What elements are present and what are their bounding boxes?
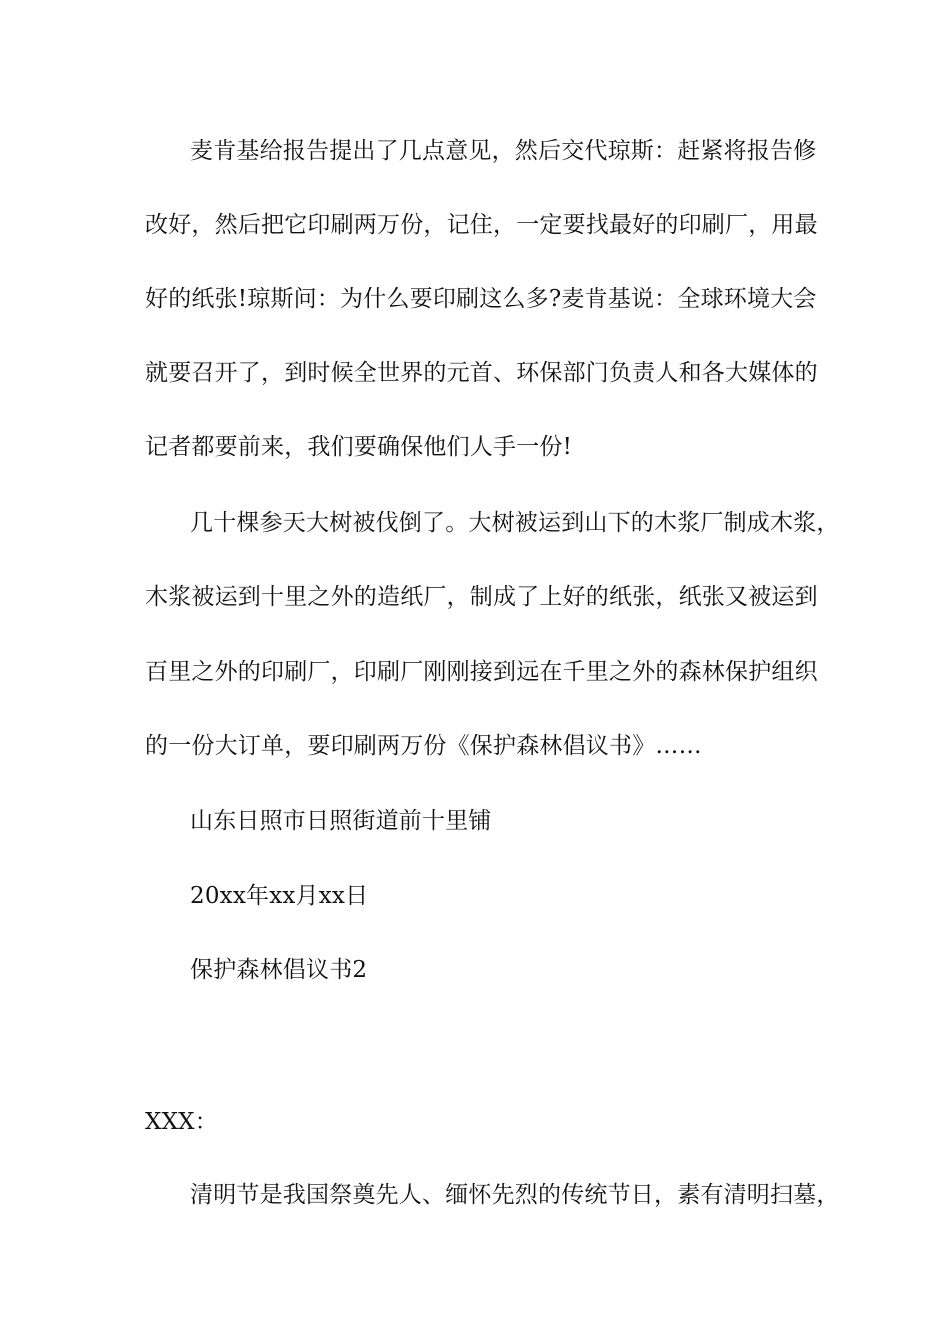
salutation: XXX：	[145, 1109, 218, 1135]
paragraph-3-line-1: 清明节是我国祭奠先人、缅怀先烈的传统节日，素有清明扫墓，	[190, 1182, 840, 1208]
paragraph-1-line-4: 就要召开了，到时候全世界的元首、环保部门负责人和各大媒体的	[145, 360, 818, 386]
section-title: 保护森林倡议书2	[190, 957, 368, 983]
paragraph-2-line-3: 百里之外的印刷厂，印刷厂刚刚接到远在千里之外的森林保护组织	[145, 659, 818, 685]
paragraph-2-line-4: 的一份大订单，要印刷两万份《保护森林倡议书》……	[145, 733, 702, 759]
paragraph-1-line-5: 记者都要前来，我们要确保他们人手一份!	[145, 434, 573, 460]
paragraph-1-line-2: 改好，然后把它印刷两万份，记住，一定要找最好的印刷厂，用最	[145, 212, 818, 238]
date-line: 20xx年xx月xx日	[190, 883, 369, 909]
address-line: 山东日照市日照街道前十里铺	[190, 808, 492, 834]
paragraph-1-line-1: 麦肯基给报告提出了几点意见，然后交代琼斯：赶紧将报告修	[190, 138, 817, 164]
paragraph-1-line-3: 好的纸张!琼斯问：为什么要印刷这么多?麦肯基说：全球环境大会	[145, 286, 817, 312]
paragraph-2-line-1: 几十棵参天大树被伐倒了。大树被运到山下的木浆厂制成木浆，	[190, 510, 840, 536]
paragraph-2-line-2: 木浆被运到十里之外的造纸厂，制成了上好的纸张，纸张又被运到	[145, 584, 818, 610]
